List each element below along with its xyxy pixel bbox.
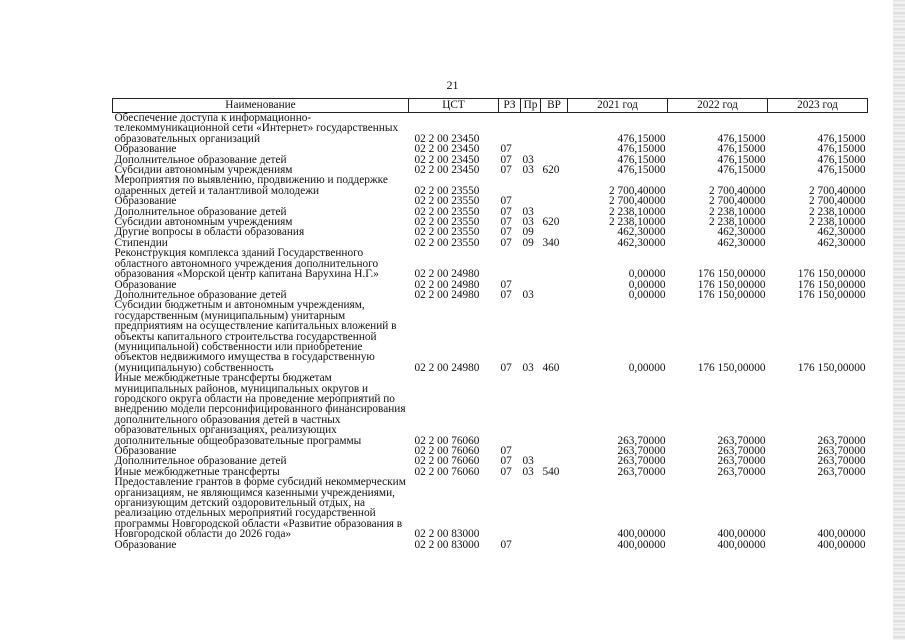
row-pr-cell	[521, 540, 541, 550]
row-cst-cell: 02 2 00 23550	[414, 195, 480, 208]
row-name-cell: Дополнительное образование детей	[114, 455, 287, 468]
row-2021-cell: 462,30000	[617, 226, 666, 239]
row-cst-cell: 02 2 00 23550	[414, 184, 480, 197]
row-name-cell: Обеспечение доступа к информационно-телекоммуникационной сети «Интернет» государственных образовательных организаций	[114, 112, 399, 145]
row-2023-cell: 176 150,00000	[797, 361, 866, 374]
row-pr-cell	[521, 248, 541, 279]
table-row	[113, 373, 868, 446]
row-rz-cell: 07	[500, 195, 512, 208]
row-cst-cell: 02 2 00 23450	[414, 153, 480, 166]
row-2021-cell: 476,15000	[617, 143, 666, 156]
row-2022-cell: 2 700,40000	[709, 195, 766, 208]
row-cst-cell: 02 2 00 23450	[414, 164, 480, 177]
row-rz-cell: 07	[500, 455, 512, 468]
row-rz-cell: 07	[500, 278, 512, 291]
row-cst-cell: 02 2 00 83000	[414, 538, 480, 551]
row-rz-cell: 07	[500, 288, 512, 301]
row-name-cell: Образование	[114, 445, 177, 457]
row-vr-cell: 460	[542, 361, 560, 374]
row-rz-cell	[499, 113, 521, 145]
row-name-cell: Предоставление грантов в форме субсидий некоммерческим организациям, не являющимся казенными учреждениями, организующим детский оздоровительный отдых, на реализацию отдельных мероприятий государственной программы Новгородской области «Развитие образования в Новгородской области до 2026 года»	[114, 476, 406, 541]
row-2023-cell: 176 150,00000	[797, 278, 866, 291]
row-2022-cell: 176 150,00000	[697, 288, 766, 301]
row-name-cell: Субсидии автономным учреждениям	[114, 164, 293, 177]
row-rz-cell	[499, 175, 521, 196]
row-2022-cell: 2 700,40000	[709, 184, 766, 197]
row-2021-cell: 476,15000	[617, 132, 666, 145]
row-rz-cell: 07	[500, 465, 512, 478]
row-pr-cell: 03	[522, 455, 534, 468]
row-2021-cell: 0,00000	[628, 268, 666, 281]
row-2023-cell: 263,70000	[817, 434, 866, 447]
row-2021-cell: 476,15000	[617, 153, 666, 166]
row-2022-cell: 462,30000	[717, 226, 766, 239]
row-rz-cell: 07	[500, 153, 512, 166]
row-name-cell: Другие вопросы в области образования	[114, 226, 305, 239]
table-body	[113, 113, 868, 551]
row-2022-cell: 476,15000	[717, 132, 766, 145]
header-rz: РЗ	[499, 99, 521, 113]
row-2023-cell: 176 150,00000	[797, 268, 866, 281]
row-rz-cell: 07	[500, 236, 512, 249]
row-pr-cell: 09	[522, 236, 534, 249]
row-2021-cell: 263,70000	[617, 434, 666, 447]
row-2022-cell: 263,70000	[717, 434, 766, 447]
row-2021-cell: 263,70000	[617, 445, 666, 457]
row-2022-cell: 176 150,00000	[697, 268, 766, 281]
row-2022-cell: 263,70000	[717, 465, 766, 478]
row-cst-cell: 02 2 00 23550	[414, 216, 480, 229]
row-2021-cell: 2 238,10000	[609, 216, 666, 229]
row-2021-cell: 2 700,40000	[609, 184, 666, 197]
row-cst-cell: 02 2 00 76060	[414, 465, 480, 478]
row-cst-cell: 02 2 00 83000	[414, 528, 480, 541]
row-rz-cell: 07	[500, 205, 512, 218]
row-2023-cell: 462,30000	[817, 226, 866, 239]
row-vr-cell	[541, 144, 568, 154]
row-cst-cell: 02 2 00 23550	[414, 226, 480, 239]
row-2023-cell: 176 150,00000	[797, 288, 866, 301]
row-2023-cell: 476,15000	[817, 143, 866, 156]
row-pr-cell: 03	[522, 465, 534, 478]
row-pr-cell: 03	[522, 288, 534, 301]
row-2022-cell: 263,70000	[717, 445, 766, 457]
row-cst-cell: 02 2 00 24980	[414, 268, 480, 281]
row-vr-cell: 340	[542, 236, 560, 249]
header-pr: Пр	[521, 99, 541, 113]
row-pr-cell: 03	[522, 361, 534, 374]
row-pr-cell	[521, 113, 541, 145]
row-2023-cell: 400,00000	[817, 528, 866, 541]
table-row	[113, 113, 868, 145]
row-2021-cell: 263,70000	[617, 465, 666, 478]
row-2021-cell: 400,00000	[617, 538, 666, 551]
row-vr-cell	[541, 373, 568, 446]
row-2023-cell: 2 700,40000	[809, 184, 866, 197]
header-2021: 2021 год	[568, 99, 668, 113]
row-rz-cell: 07	[500, 538, 512, 551]
row-vr-cell	[541, 175, 568, 196]
row-rz-cell	[499, 477, 521, 539]
row-vr-cell: 620	[542, 164, 560, 177]
row-vr-cell	[541, 196, 568, 206]
row-2023-cell: 263,70000	[817, 445, 866, 457]
row-2023-cell: 263,70000	[817, 465, 866, 478]
row-2022-cell: 2 238,10000	[709, 205, 766, 218]
row-2021-cell: 476,15000	[617, 164, 666, 177]
row-cst-cell: 02 2 00 23550	[414, 236, 480, 249]
row-pr-cell: 03	[522, 205, 534, 218]
table-row	[113, 477, 868, 539]
row-vr-cell: 620	[542, 216, 560, 229]
table-header-row	[113, 99, 868, 113]
row-2021-cell: 400,00000	[617, 528, 666, 541]
row-pr-cell	[521, 373, 541, 446]
row-name-cell: Иные межбюджетные трансферты	[114, 465, 280, 478]
row-2022-cell: 176 150,00000	[697, 361, 766, 374]
row-vr-cell	[541, 290, 568, 300]
row-2021-cell: 263,70000	[617, 455, 666, 468]
row-2021-cell: 0,00000	[628, 278, 666, 291]
row-2021-cell: 2 700,40000	[609, 195, 666, 208]
row-2023-cell: 2 238,10000	[809, 205, 866, 218]
row-name-cell: Стипендии	[114, 236, 168, 249]
row-2023-cell: 462,30000	[817, 236, 866, 249]
table-row	[113, 300, 868, 373]
row-2022-cell: 400,00000	[717, 528, 766, 541]
scan-edge-shadow	[893, 0, 905, 640]
table-row	[113, 175, 868, 196]
row-pr-cell: 03	[522, 164, 534, 177]
budget-table-container	[112, 98, 867, 550]
row-rz-cell: 07	[500, 226, 512, 239]
row-2022-cell: 462,30000	[717, 236, 766, 249]
row-cst-cell: 02 2 00 23550	[414, 205, 480, 218]
header-vr: ВР	[541, 99, 568, 113]
header-name: Наименование	[113, 99, 409, 113]
row-cst-cell: 02 2 00 24980	[414, 361, 480, 374]
row-name-cell: Иные межбюджетные трансферты бюджетам муниципальных районов, муниципальных округов и городского округа области на проведение мероприятий по внедрению модели персонифицированного финансирования дополнительного образования детей в частных образовательных организациях, реализующих дополнительные общеобразовательные программы	[114, 372, 406, 447]
row-name-cell: Образование	[114, 143, 177, 156]
page-number: 21	[446, 78, 459, 92]
table-row	[113, 248, 868, 279]
row-rz-cell	[499, 373, 521, 446]
row-2023-cell: 476,15000	[817, 132, 866, 145]
header-2023: 2023 год	[768, 99, 868, 113]
row-vr-cell: 540	[542, 465, 560, 478]
row-name-cell: Субсидии автономным учреждениям	[114, 216, 293, 229]
row-rz-cell	[499, 248, 521, 279]
row-vr-cell	[541, 477, 568, 539]
row-pr-cell: 09	[522, 226, 534, 239]
budget-table	[112, 98, 868, 550]
row-cst-cell: 02 2 00 76060	[414, 445, 480, 457]
row-name-cell: Мероприятия по выявлению, продвижению и поддержке одаренных детей и талантливой молодежи	[114, 174, 388, 197]
row-2022-cell: 2 238,10000	[709, 216, 766, 229]
row-rz-cell: 07	[500, 143, 512, 156]
row-vr-cell	[541, 446, 568, 456]
row-cst-cell: 02 2 00 23450	[414, 143, 480, 156]
row-2021-cell: 2 238,10000	[609, 205, 666, 218]
row-rz-cell: 07	[500, 216, 512, 229]
table-row	[113, 540, 868, 550]
row-name-cell: Реконструкция комплекса зданий Государственного областного автономного учреждения дополнительного образования «Морской центр капитана Варухина Н.Г.»	[114, 247, 379, 281]
row-2022-cell: 476,15000	[717, 153, 766, 166]
row-2022-cell: 476,15000	[717, 143, 766, 156]
row-2023-cell: 400,00000	[817, 538, 866, 551]
row-cst-cell: 02 2 00 24980	[414, 278, 480, 291]
row-2021-cell: 0,00000	[628, 361, 666, 374]
row-2022-cell: 400,00000	[717, 538, 766, 551]
row-vr-cell	[541, 540, 568, 550]
header-2022: 2022 год	[668, 99, 768, 113]
row-2023-cell: 2 700,40000	[809, 195, 866, 208]
header-cst: ЦСТ	[409, 99, 499, 113]
row-cst-cell: 02 2 00 76060	[414, 434, 480, 447]
row-name-cell: Дополнительное образование детей	[114, 153, 287, 166]
row-pr-cell	[521, 477, 541, 539]
row-2022-cell: 176 150,00000	[697, 278, 766, 291]
row-2023-cell: 263,70000	[817, 455, 866, 468]
row-cst-cell: 02 2 00 24980	[414, 288, 480, 301]
row-vr-cell	[541, 113, 568, 145]
row-pr-cell: 03	[522, 216, 534, 229]
row-name-cell: Дополнительное образование детей	[114, 205, 287, 218]
row-vr-cell	[541, 248, 568, 279]
row-name-cell: Образование	[114, 538, 177, 551]
row-2021-cell: 462,30000	[617, 236, 666, 249]
row-name-cell: Субсидии бюджетным и автономным учреждениям, государственным (муниципальным) унитарным предприятиям на осуществление капитальных вложений в объекты капитального строительства государственной (муниципальной) собственности или приобретение объектов недвижимого имущества в государственную (муниципальную) собственность	[114, 299, 397, 374]
row-name-cell: Образование	[114, 195, 177, 208]
row-name-cell: Образование	[114, 278, 177, 291]
row-rz-cell: 07	[500, 445, 512, 457]
row-vr-cell	[541, 280, 568, 290]
row-rz-cell: 07	[500, 164, 512, 177]
row-pr-cell: 03	[522, 153, 534, 166]
row-2023-cell: 476,15000	[817, 164, 866, 177]
row-2022-cell: 263,70000	[717, 455, 766, 468]
row-name-cell: Дополнительное образование детей	[114, 288, 287, 301]
row-2023-cell: 476,15000	[817, 153, 866, 166]
row-2021-cell: 0,00000	[628, 288, 666, 301]
row-2022-cell: 476,15000	[717, 164, 766, 177]
row-2023-cell: 2 238,10000	[809, 216, 866, 229]
row-pr-cell	[521, 175, 541, 196]
row-cst-cell: 02 2 00 76060	[414, 455, 480, 468]
row-cst-cell: 02 2 00 23450	[414, 132, 480, 145]
row-rz-cell: 07	[500, 361, 512, 374]
